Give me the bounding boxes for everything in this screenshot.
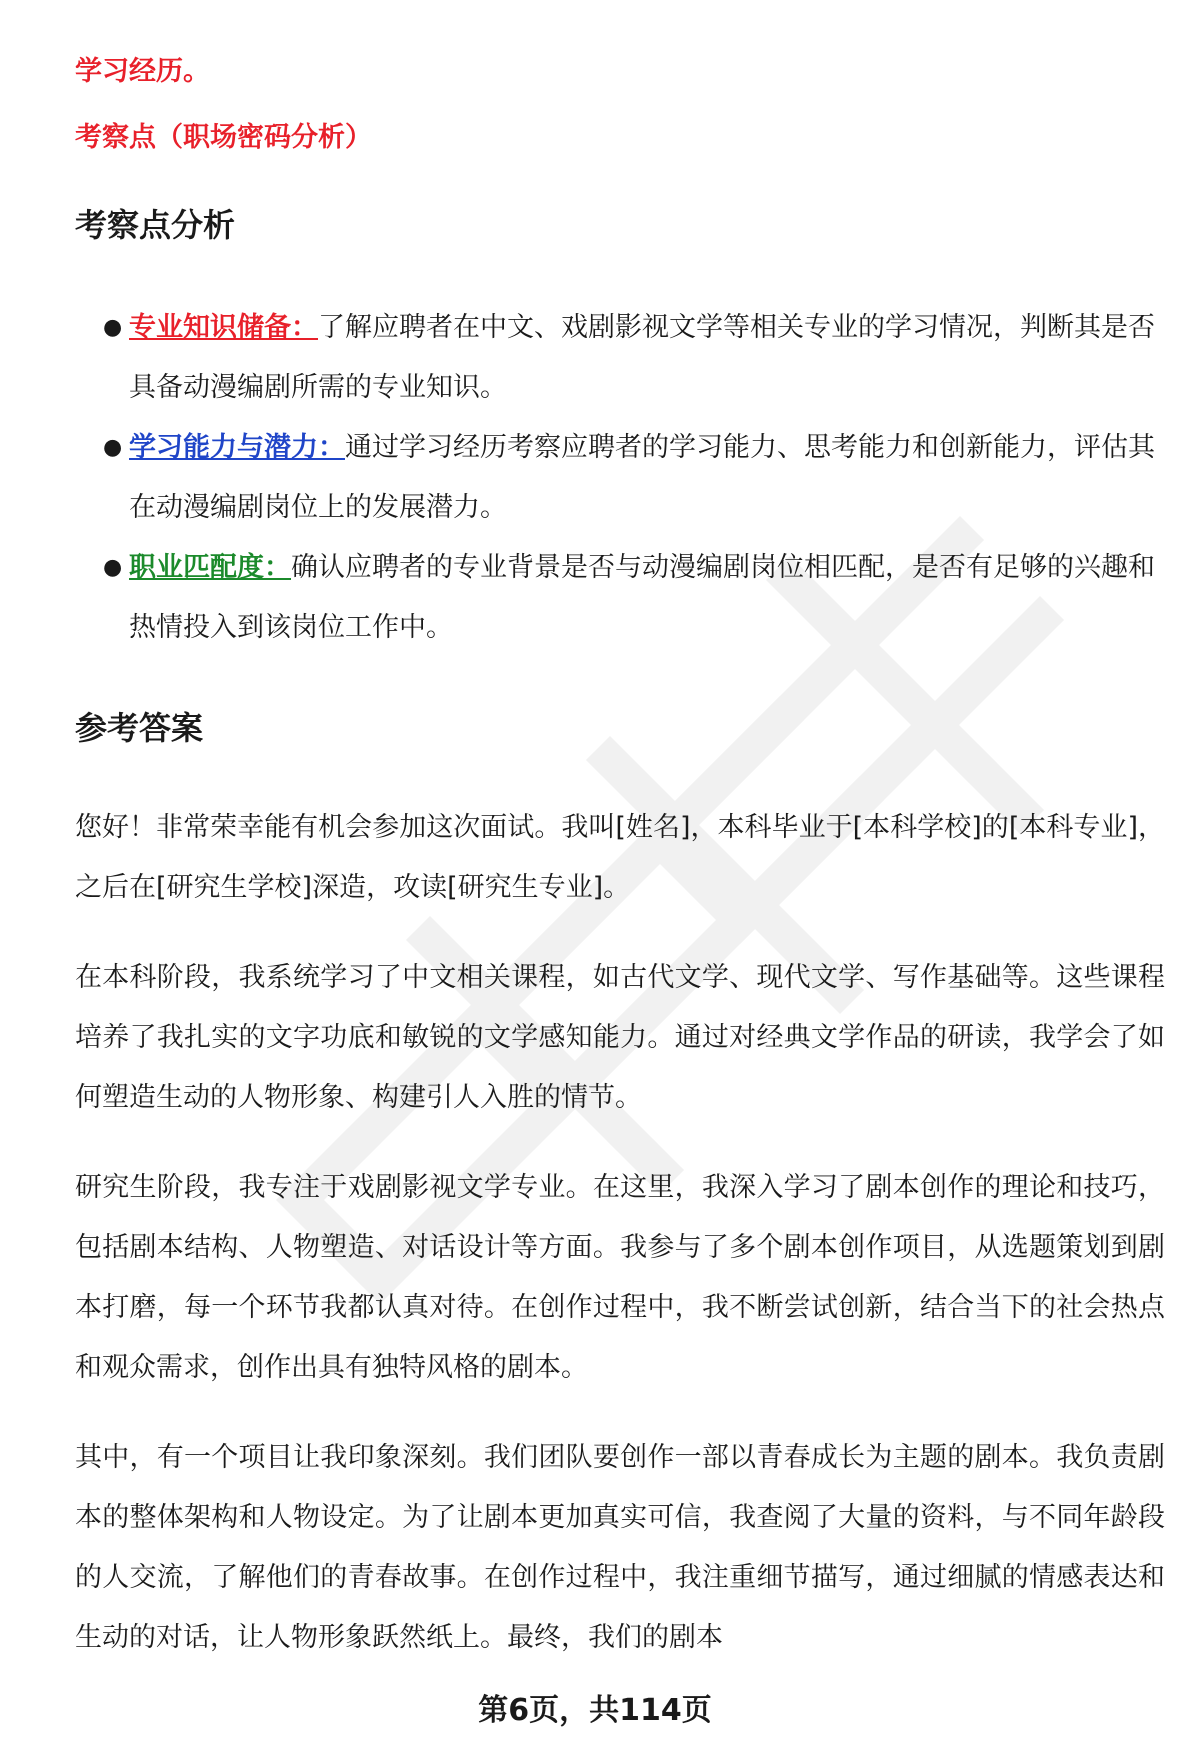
analysis-item-fit xyxy=(75,538,1165,658)
answer-body xyxy=(75,798,1165,1698)
answer-paragraph: 在本科阶段，我系统学习了中文相关课程，如古代文学、现代文学、写作基础等。这些课程培养了我扎实的文字功底和敏锐的文学感知能力。通过对经典文学作品的研读，我学会了如何塑造生动的人物形象、构建引人入胜的情节。 xyxy=(75,962,1165,1113)
section-heading-study-history: 学习经历。 xyxy=(75,56,210,87)
bullet-icon: ● xyxy=(103,555,123,580)
analysis-list xyxy=(75,298,1165,658)
analysis-item-ability xyxy=(75,418,1165,538)
answer-paragraph: 您好！非常荣幸能有机会参加这次面试。我叫[姓名]，本科毕业于[本科学校]的[本科专业]，之后在[研究生学校]深造，攻读[研究生专业]。 xyxy=(75,812,1165,903)
analysis-title: 考察点分析 xyxy=(75,206,236,244)
page-number: 第6页，共114页 xyxy=(478,1693,712,1728)
answer-paragraph: 研究生阶段，我专注于戏剧影视文学专业。在这里，我深入学习了剧本创作的理论和技巧，包括剧本结构、人物塑造、对话设计等方面。我参与了多个剧本创作项目，从选题策划到剧本打磨，每一个环节我都认真对待。在创作过程中，我不断尝试创新，结合当下的社会热点和观众需求，创作出具有独特风格的剧本。 xyxy=(75,1172,1165,1383)
analysis-term: 学习能力与潜力： xyxy=(129,432,345,463)
analysis-text: 了解应聘者在中文、戏剧影视文学等相关专业的学习情况，判断其是否具备动漫编剧所需的专业知识。 xyxy=(129,312,1155,403)
answer-title: 参考答案 xyxy=(75,709,204,747)
bullet-icon: ● xyxy=(103,315,123,340)
bullet-icon: ● xyxy=(103,435,123,460)
answer-paragraph: 其中，有一个项目让我印象深刻。我们团队要创作一部以青春成长为主题的剧本。我负责剧本的整体架构和人物设定。为了让剧本更加真实可信，我查阅了大量的资料，与不同年龄段的人交流，了解他们的青春故事。在创作过程中，我注重细节描写，通过细腻的情感表达和生动的对话，让人物形象跃然纸上。最终，我们的剧本 xyxy=(75,1442,1165,1653)
analysis-term: 专业知识储备： xyxy=(129,312,318,343)
analysis-text: 确认应聘者的专业背景是否与动漫编剧岗位相匹配，是否有足够的兴趣和热情投入到该岗位工作中。 xyxy=(129,552,1155,643)
analysis-item-knowledge xyxy=(75,298,1165,418)
analysis-term: 职业匹配度： xyxy=(129,552,291,583)
analysis-text: 通过学习经历考察应聘者的学习能力、思考能力和创新能力，评估其在动漫编剧岗位上的发展潜力。 xyxy=(129,432,1155,523)
section-heading-assessment: 考察点（职场密码分析） xyxy=(75,122,372,153)
